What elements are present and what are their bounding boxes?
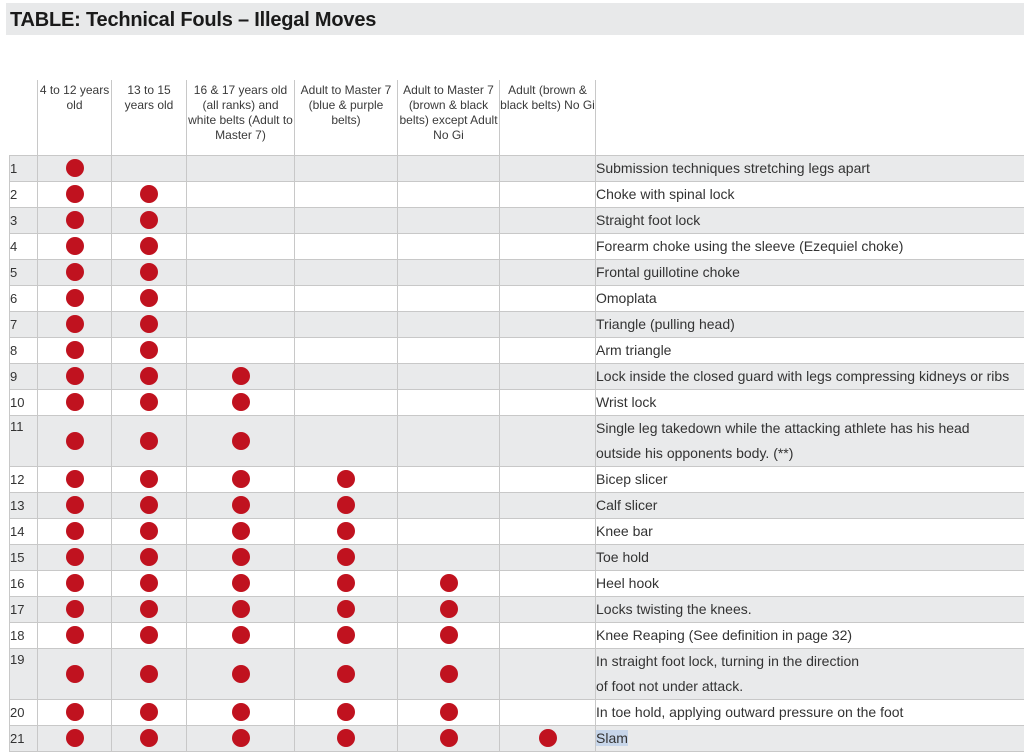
mark-cell: [38, 364, 112, 390]
illegal-dot-icon: [66, 237, 84, 255]
illegal-dot-icon: [232, 522, 250, 540]
mark-cell: [398, 649, 500, 700]
description-text: Omoplata: [596, 290, 657, 306]
row-number: 8: [10, 338, 38, 364]
illegal-dot-icon: [232, 626, 250, 644]
mark-cell: [38, 234, 112, 260]
illegal-dot-icon: [337, 729, 355, 747]
mark-cell: [38, 208, 112, 234]
mark-cell: [187, 156, 295, 182]
move-description: [596, 649, 1024, 700]
illegal-dot-icon: [232, 367, 250, 385]
row-number: 9: [10, 364, 38, 390]
mark-cell: [398, 545, 500, 571]
illegal-dot-icon: [66, 393, 84, 411]
description-text: Straight foot lock: [596, 212, 700, 228]
description-text: Submission techniques stretching legs apart: [596, 160, 870, 176]
mark-cell: [500, 390, 596, 416]
illegal-dot-icon: [140, 574, 158, 592]
mark-cell: [295, 726, 398, 752]
table-row: [10, 571, 1024, 597]
mark-cell: [112, 234, 187, 260]
illegal-dot-icon: [66, 470, 84, 488]
move-description: [596, 156, 1024, 182]
description-text: Bicep slicer: [596, 471, 668, 487]
illegal-dot-icon: [337, 496, 355, 514]
mark-cell: [112, 623, 187, 649]
illegal-dot-icon: [140, 496, 158, 514]
mark-cell: [295, 700, 398, 726]
mark-cell: [187, 623, 295, 649]
mark-cell: [500, 519, 596, 545]
move-description: [596, 493, 1024, 519]
row-number: 7: [10, 312, 38, 338]
move-description: [596, 519, 1024, 545]
mark-cell: [500, 545, 596, 571]
table-row: [10, 286, 1024, 312]
header-adult-brown-black: Adult to Master 7 (brown & black belts) except Adult No Gi: [398, 80, 500, 156]
mark-cell: [187, 234, 295, 260]
illegal-dot-icon: [337, 470, 355, 488]
mark-cell: [112, 208, 187, 234]
header-age-4-12: 4 to 12 years old: [38, 80, 112, 156]
mark-cell: [38, 623, 112, 649]
illegal-dot-icon: [232, 729, 250, 747]
mark-cell: [500, 467, 596, 493]
illegal-dot-icon: [140, 211, 158, 229]
illegal-dot-icon: [66, 341, 84, 359]
illegal-dot-icon: [337, 600, 355, 618]
illegal-dot-icon: [66, 289, 84, 307]
illegal-dot-icon: [140, 263, 158, 281]
mark-cell: [187, 467, 295, 493]
move-description: [596, 208, 1024, 234]
mark-cell: [187, 571, 295, 597]
mark-cell: [187, 519, 295, 545]
mark-cell: [398, 493, 500, 519]
mark-cell: [187, 390, 295, 416]
illegal-dot-icon: [140, 626, 158, 644]
mark-cell: [295, 260, 398, 286]
illegal-moves-table: [9, 80, 1024, 752]
illegal-dot-icon: [232, 574, 250, 592]
table-row: [10, 182, 1024, 208]
description-text: Heel hook: [596, 575, 659, 591]
description-text: Arm triangle: [596, 342, 671, 358]
table-row: [10, 390, 1024, 416]
mark-cell: [398, 623, 500, 649]
description-text: Forearm choke using the sleeve (Ezequiel choke): [596, 238, 903, 254]
mark-cell: [187, 649, 295, 700]
illegal-dot-icon: [140, 522, 158, 540]
illegal-dot-icon: [232, 548, 250, 566]
table-row: [10, 623, 1024, 649]
mark-cell: [295, 493, 398, 519]
mark-cell: [500, 649, 596, 700]
illegal-dot-icon: [232, 600, 250, 618]
illegal-dot-icon: [66, 496, 84, 514]
illegal-dot-icon: [66, 574, 84, 592]
illegal-dot-icon: [337, 626, 355, 644]
mark-cell: [187, 286, 295, 312]
description-line: outside his opponents body. (**): [596, 441, 1024, 466]
illegal-dot-icon: [140, 729, 158, 747]
row-number: 1: [10, 156, 38, 182]
row-number: 12: [10, 467, 38, 493]
mark-cell: [398, 208, 500, 234]
description-line: In straight foot lock, turning in the direction: [596, 649, 1024, 674]
mark-cell: [38, 338, 112, 364]
move-description: [596, 390, 1024, 416]
move-description: [596, 416, 1024, 467]
mark-cell: [500, 182, 596, 208]
illegal-dot-icon: [337, 665, 355, 683]
illegal-dot-icon: [66, 315, 84, 333]
illegal-dot-icon: [440, 729, 458, 747]
mark-cell: [38, 519, 112, 545]
move-description: [596, 597, 1024, 623]
header-number: [10, 80, 38, 156]
mark-cell: [38, 286, 112, 312]
description-text: Slam: [596, 730, 628, 746]
mark-cell: [500, 726, 596, 752]
mark-cell: [500, 312, 596, 338]
mark-cell: [295, 623, 398, 649]
mark-cell: [38, 416, 112, 467]
mark-cell: [187, 182, 295, 208]
move-description: [596, 182, 1024, 208]
description-line: of foot not under attack.: [596, 674, 1024, 699]
illegal-dot-icon: [539, 729, 557, 747]
illegal-dot-icon: [232, 703, 250, 721]
move-description: [596, 700, 1024, 726]
row-number: 15: [10, 545, 38, 571]
mark-cell: [112, 390, 187, 416]
mark-cell: [295, 390, 398, 416]
table-row: [10, 493, 1024, 519]
mark-cell: [500, 156, 596, 182]
illegal-dot-icon: [66, 665, 84, 683]
mark-cell: [398, 571, 500, 597]
illegal-dot-icon: [232, 496, 250, 514]
mark-cell: [295, 234, 398, 260]
page-title: TABLE: Technical Fouls – Illegal Moves: [6, 3, 1024, 32]
mark-cell: [112, 364, 187, 390]
row-number: 16: [10, 571, 38, 597]
illegal-dot-icon: [66, 185, 84, 203]
mark-cell: [295, 416, 398, 467]
header-description: [596, 80, 1024, 156]
mark-cell: [398, 156, 500, 182]
illegal-dot-icon: [232, 470, 250, 488]
mark-cell: [112, 260, 187, 286]
mark-cell: [112, 312, 187, 338]
row-number: 13: [10, 493, 38, 519]
table-body: [10, 156, 1024, 752]
move-description: [596, 467, 1024, 493]
illegal-dot-icon: [66, 522, 84, 540]
description-text: Calf slicer: [596, 497, 657, 513]
illegal-dot-icon: [232, 393, 250, 411]
mark-cell: [398, 726, 500, 752]
mark-cell: [112, 467, 187, 493]
mark-cell: [112, 286, 187, 312]
table-row: [10, 597, 1024, 623]
description-text: In toe hold, applying outward pressure on the foot: [596, 704, 903, 720]
illegal-dot-icon: [140, 237, 158, 255]
move-description: [596, 260, 1024, 286]
mark-cell: [38, 182, 112, 208]
illegal-dot-icon: [66, 263, 84, 281]
header-16-17-white: 16 & 17 years old (all ranks) and white belts (Adult to Master 7): [187, 80, 295, 156]
row-number: 5: [10, 260, 38, 286]
illegal-dot-icon: [440, 574, 458, 592]
illegal-dot-icon: [66, 211, 84, 229]
table-row: [10, 416, 1024, 467]
header-adult-blue-purple: Adult to Master 7 (blue & purple belts): [295, 80, 398, 156]
mark-cell: [398, 338, 500, 364]
illegal-dot-icon: [440, 665, 458, 683]
mark-cell: [38, 726, 112, 752]
mark-cell: [500, 493, 596, 519]
description-text: Choke with spinal lock: [596, 186, 735, 202]
table-row: [10, 234, 1024, 260]
move-description: [596, 726, 1024, 752]
header-adult-nogi: Adult (brown & black belts) No Gi: [500, 80, 596, 156]
mark-cell: [295, 156, 398, 182]
mark-cell: [500, 260, 596, 286]
description-text: Lock inside the closed guard with legs compressing kidneys or ribs: [596, 368, 1009, 384]
mark-cell: [295, 312, 398, 338]
table-row: [10, 156, 1024, 182]
mark-cell: [295, 364, 398, 390]
mark-cell: [500, 208, 596, 234]
move-description: [596, 571, 1024, 597]
mark-cell: [398, 416, 500, 467]
mark-cell: [398, 390, 500, 416]
mark-cell: [187, 700, 295, 726]
move-description: [596, 338, 1024, 364]
illegal-dot-icon: [140, 600, 158, 618]
row-number: 6: [10, 286, 38, 312]
table-row: [10, 700, 1024, 726]
illegal-dot-icon: [232, 432, 250, 450]
illegal-dot-icon: [140, 432, 158, 450]
mark-cell: [295, 182, 398, 208]
mark-cell: [38, 260, 112, 286]
mark-cell: [295, 597, 398, 623]
mark-cell: [38, 493, 112, 519]
mark-cell: [500, 597, 596, 623]
mark-cell: [112, 700, 187, 726]
illegal-dot-icon: [337, 703, 355, 721]
row-number: 14: [10, 519, 38, 545]
mark-cell: [295, 208, 398, 234]
mark-cell: [500, 364, 596, 390]
illegal-dot-icon: [140, 185, 158, 203]
table-row: [10, 467, 1024, 493]
mark-cell: [295, 338, 398, 364]
description-text: Toe hold: [596, 549, 649, 565]
illegal-dot-icon: [66, 703, 84, 721]
row-number: 20: [10, 700, 38, 726]
row-number: 10: [10, 390, 38, 416]
mark-cell: [295, 467, 398, 493]
illegal-dot-icon: [66, 432, 84, 450]
mark-cell: [112, 338, 187, 364]
mark-cell: [500, 623, 596, 649]
illegal-dot-icon: [140, 341, 158, 359]
illegal-dot-icon: [337, 548, 355, 566]
table-row: [10, 545, 1024, 571]
table-row: [10, 726, 1024, 752]
mark-cell: [398, 597, 500, 623]
mark-cell: [112, 597, 187, 623]
mark-cell: [38, 390, 112, 416]
description-text: Locks twisting the knees.: [596, 601, 752, 617]
mark-cell: [112, 545, 187, 571]
table-row: [10, 208, 1024, 234]
mark-cell: [398, 234, 500, 260]
illegal-dot-icon: [140, 470, 158, 488]
row-number: 21: [10, 726, 38, 752]
mark-cell: [500, 700, 596, 726]
description-line: Single leg takedown while the attacking athlete has his head: [596, 416, 1024, 441]
row-number: 11: [10, 416, 38, 467]
mark-cell: [38, 467, 112, 493]
mark-cell: [112, 493, 187, 519]
mark-cell: [295, 286, 398, 312]
mark-cell: [38, 597, 112, 623]
illegal-dot-icon: [140, 289, 158, 307]
row-number: 4: [10, 234, 38, 260]
mark-cell: [187, 208, 295, 234]
mark-cell: [398, 700, 500, 726]
mark-cell: [398, 182, 500, 208]
mark-cell: [500, 286, 596, 312]
mark-cell: [187, 726, 295, 752]
description-text: Knee Reaping (See definition in page 32): [596, 627, 852, 643]
illegal-dot-icon: [232, 665, 250, 683]
row-number: 18: [10, 623, 38, 649]
mark-cell: [38, 545, 112, 571]
row-number: 17: [10, 597, 38, 623]
mark-cell: [398, 260, 500, 286]
illegal-dot-icon: [337, 522, 355, 540]
mark-cell: [112, 182, 187, 208]
illegal-dot-icon: [140, 703, 158, 721]
mark-cell: [187, 338, 295, 364]
mark-cell: [295, 649, 398, 700]
mark-cell: [112, 649, 187, 700]
illegal-dot-icon: [66, 548, 84, 566]
mark-cell: [38, 700, 112, 726]
illegal-dot-icon: [337, 574, 355, 592]
mark-cell: [187, 416, 295, 467]
mark-cell: [398, 467, 500, 493]
mark-cell: [187, 364, 295, 390]
move-description: [596, 364, 1024, 390]
description-text: Frontal guillotine choke: [596, 264, 740, 280]
mark-cell: [38, 156, 112, 182]
mark-cell: [295, 571, 398, 597]
description-text: Triangle (pulling head): [596, 316, 735, 332]
mark-cell: [112, 571, 187, 597]
mark-cell: [500, 571, 596, 597]
table-row: [10, 364, 1024, 390]
mark-cell: [295, 519, 398, 545]
mark-cell: [500, 416, 596, 467]
row-number: 19: [10, 649, 38, 700]
illegal-dot-icon: [440, 703, 458, 721]
mark-cell: [112, 519, 187, 545]
illegal-dot-icon: [440, 600, 458, 618]
illegal-dot-icon: [440, 626, 458, 644]
title-bar: [6, 3, 1024, 35]
mark-cell: [187, 260, 295, 286]
mark-cell: [187, 493, 295, 519]
move-description: [596, 312, 1024, 338]
illegal-dot-icon: [66, 729, 84, 747]
illegal-dot-icon: [66, 159, 84, 177]
table-row: [10, 649, 1024, 700]
mark-cell: [112, 156, 187, 182]
mark-cell: [398, 364, 500, 390]
mark-cell: [112, 726, 187, 752]
mark-cell: [187, 312, 295, 338]
mark-cell: [38, 571, 112, 597]
row-number: 2: [10, 182, 38, 208]
illegal-dot-icon: [66, 626, 84, 644]
move-description: [596, 623, 1024, 649]
description-text: Wrist lock: [596, 394, 656, 410]
mark-cell: [500, 338, 596, 364]
move-description: [596, 545, 1024, 571]
mark-cell: [295, 545, 398, 571]
illegal-dot-icon: [66, 600, 84, 618]
mark-cell: [398, 286, 500, 312]
table-row: [10, 260, 1024, 286]
mark-cell: [398, 312, 500, 338]
table-row: [10, 519, 1024, 545]
table-row: [10, 338, 1024, 364]
illegal-dot-icon: [140, 315, 158, 333]
table-header-row: [10, 80, 1024, 156]
mark-cell: [38, 649, 112, 700]
mark-cell: [500, 234, 596, 260]
table-row: [10, 312, 1024, 338]
move-description: [596, 234, 1024, 260]
illegal-dot-icon: [140, 548, 158, 566]
header-age-13-15: 13 to 15 years old: [112, 80, 187, 156]
mark-cell: [187, 597, 295, 623]
mark-cell: [38, 312, 112, 338]
row-number: 3: [10, 208, 38, 234]
description-text: Knee bar: [596, 523, 653, 539]
illegal-dot-icon: [140, 393, 158, 411]
illegal-dot-icon: [140, 367, 158, 385]
illegal-dot-icon: [140, 665, 158, 683]
illegal-dot-icon: [66, 367, 84, 385]
mark-cell: [398, 519, 500, 545]
mark-cell: [112, 416, 187, 467]
mark-cell: [187, 545, 295, 571]
move-description: [596, 286, 1024, 312]
